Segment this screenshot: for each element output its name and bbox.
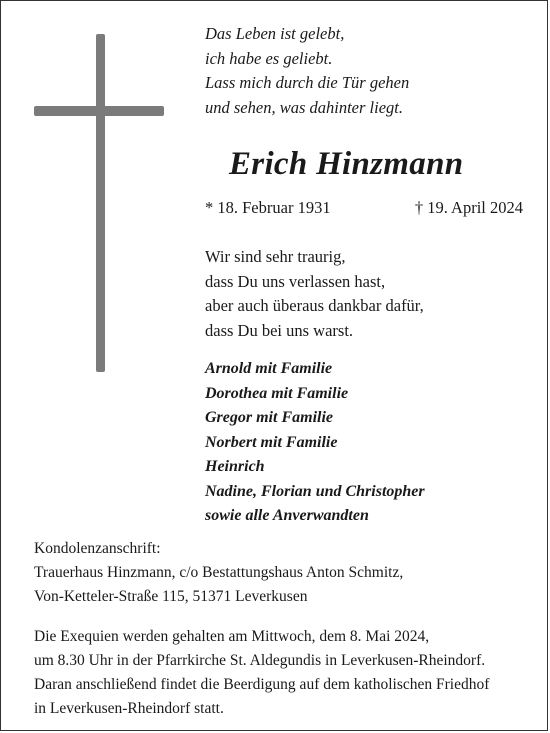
condolence-line: Von-Ketteler-Straße 115, 51371 Leverkusen (34, 588, 308, 605)
funeral-line: um 8.30 Uhr in der Pfarrkirche St. Aldegundis in Leverkusen-Rheindorf. (34, 652, 486, 669)
mourner: Dorothea mit Familie (205, 384, 349, 402)
cross-icon-horizontal-beam (34, 106, 164, 116)
mourning-line: Wir sind sehr traurig, (205, 247, 346, 266)
funeral-line: in Leverkusen-Rheindorf statt. (34, 700, 224, 717)
mourning-text (205, 245, 424, 343)
poem-line: ich habe es geliebt. (205, 48, 333, 68)
poem-line: Lass mich durch die Tür gehen (205, 73, 410, 92)
deceased-name: Erich Hinzmann (229, 146, 464, 182)
poem (205, 22, 409, 120)
mourner: Gregor mit Familie (205, 409, 333, 426)
birth-date: * 18. Februar 1931 (205, 198, 331, 217)
mourner: sowie alle Anverwandten (205, 507, 369, 524)
condolence-address (34, 537, 403, 609)
mourning-line: dass Du uns verlassen hast, (205, 271, 386, 291)
mourners-list (205, 357, 425, 529)
poem-line: und sehen, was dahinter liegt. (205, 97, 403, 117)
condolence-line: Kondolenzanschrift: (34, 540, 161, 557)
death-date: † 19. April 2024 (414, 198, 523, 217)
mourning-line: dass Du bei uns warst. (205, 320, 354, 340)
funeral-details (34, 625, 489, 721)
poem-line: Das Leben ist gelebt, (205, 24, 345, 43)
funeral-line: Die Exequien werden gehalten am Mittwoch, dem 8. Mai 2024, (34, 628, 430, 645)
mourning-line: aber auch überaus dankbar dafür, (205, 296, 424, 315)
mourner: Nadine, Florian und Christopher (205, 482, 425, 500)
cross-icon-vertical-beam (96, 34, 105, 372)
mourner: Norbert mit Familie (205, 433, 338, 451)
funeral-line: Daran anschließend findet die Beerdigung auf dem katholischen Friedhof (34, 676, 490, 693)
mourner: Arnold mit Familie (205, 360, 333, 377)
mourner: Heinrich (205, 458, 265, 475)
condolence-line: Trauerhaus Hinzmann, c/o Bestattungshaus Anton Schmitz, (34, 564, 404, 581)
